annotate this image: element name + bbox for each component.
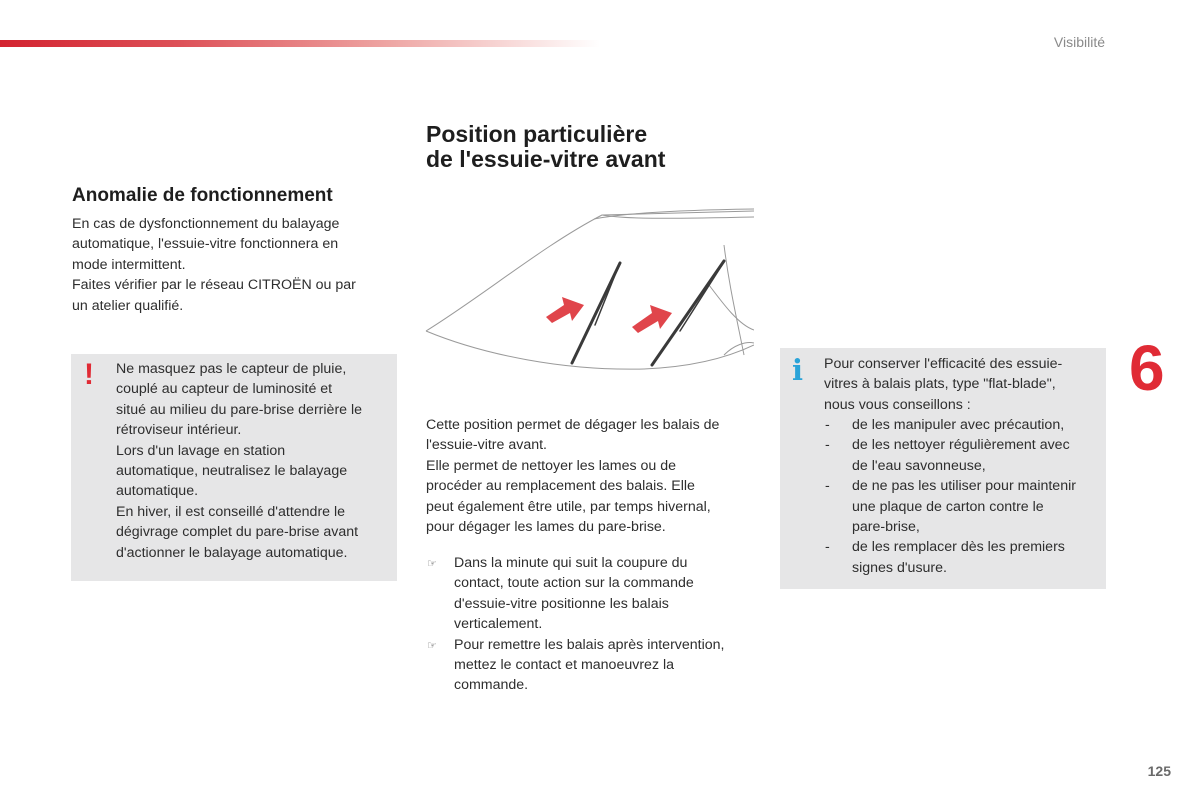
roof-line-inner [602, 215, 754, 218]
arrow-right-icon [632, 305, 672, 333]
text-line: pour dégager les lames du pare-brise. [426, 519, 666, 536]
text-line: En hiver, il est conseillé d'attendre le [116, 503, 346, 520]
list-item [824, 537, 1100, 578]
text-line: de l'eau savonneuse, [852, 457, 986, 474]
text-line: vitres à balais plats, type "flat-blade", [824, 376, 1056, 393]
text-line: nous vous conseillons : [824, 396, 971, 413]
instruction-list [426, 553, 756, 696]
list-item [824, 435, 1100, 476]
list-item [824, 415, 1100, 435]
position-description [426, 415, 756, 537]
pointing-hand-icon: ☞ [427, 558, 437, 570]
text-line: situé au milieu du pare-brise derrière le [116, 401, 363, 418]
page-title-line: Position particulière [426, 121, 648, 147]
advice-list [824, 415, 1100, 578]
text-line: Ne masquez pas le capteur de pluie, [116, 361, 347, 377]
list-item [426, 635, 756, 696]
text-line: automatique, l'essuie-vitre fonctionnera en [72, 236, 339, 253]
section-header: Visibilité [1053, 34, 1105, 50]
anomaly-heading: Anomalie de fonctionnement [72, 185, 333, 206]
text-line: pare-brise, [852, 519, 920, 536]
text-line: contact, toute action sur la commande [454, 575, 694, 592]
text-line: procéder au remplacement des balais. Elle [426, 478, 695, 495]
text-line: dégivrage complet du pare-brise avant [116, 524, 359, 541]
windshield-outline [426, 211, 754, 331]
text-line: un atelier qualifié. [72, 297, 184, 314]
text-line: peut également être utile, par temps hivernal, [426, 498, 711, 515]
wiper-arm-right [680, 265, 722, 331]
text-line: verticalement. [454, 616, 543, 633]
windshield-wiper-illustration [424, 205, 754, 377]
list-item [824, 476, 1100, 537]
exclamation-icon: ! [84, 358, 94, 391]
text-line: de les nettoyer régulièrement avec [852, 437, 1070, 454]
text-line: l'essuie-vitre avant. [426, 437, 547, 454]
dash-marker: - [825, 437, 830, 454]
text-line: Faites vérifier par le réseau CITROËN ou par [72, 277, 356, 294]
text-line: rétroviseur intérieur. [116, 422, 242, 439]
text-line: commande. [454, 677, 529, 694]
text-line: d'essuie-vitre positionne les balais [454, 595, 669, 612]
dash-marker: - [825, 539, 830, 556]
text-line: une plaque de carton contre le [852, 498, 1044, 515]
text-line: d'actionner le balayage automatique. [116, 544, 348, 561]
info-intro [824, 354, 1094, 415]
warning-box [71, 354, 397, 581]
text-line: Elle permet de nettoyer les lames ou de [426, 457, 676, 474]
text-line: Pour remettre les balais après intervention, [454, 636, 725, 653]
pointing-hand-icon: ☞ [427, 639, 437, 652]
text-line: automatique, neutralisez le balayage [116, 463, 348, 480]
page-number: 125 [1147, 763, 1171, 779]
text-line: Pour conserver l'efficacité des essuie- [824, 356, 1063, 372]
list-item [426, 553, 756, 635]
dashboard-line [426, 331, 754, 369]
text-line: Lors d'un lavage en station [116, 442, 286, 459]
text-line: de ne pas les utiliser pour maintenir [852, 478, 1076, 495]
page-title [426, 122, 766, 172]
chapter-number: 6 [1129, 332, 1165, 404]
text-line: Dans la minute qui suit la coupure du [454, 555, 688, 571]
text-line: de les manipuler avec précaution, [852, 417, 1065, 433]
text-line: couplé au capteur de luminosité et [116, 381, 333, 398]
page-title-line: de l'essuie-vitre avant [426, 146, 666, 172]
text-line: Cette position permet de dégager les balais de [426, 417, 720, 433]
dash-marker: - [825, 417, 830, 433]
wiper-blade-left [572, 263, 620, 363]
top-color-bar [0, 40, 600, 47]
anomaly-text [72, 214, 392, 316]
text-line: En cas de dysfonctionnement du balayage [72, 216, 340, 232]
text-line: mettez le contact et manoeuvrez la [454, 657, 675, 674]
a-pillar-line [724, 245, 744, 355]
dash-marker: - [825, 478, 830, 495]
hood-line [724, 343, 754, 356]
text-line: mode intermittent. [72, 256, 186, 273]
text-line: automatique. [116, 483, 199, 500]
wiper-arm-left [595, 265, 619, 325]
arrow-left-icon [546, 297, 584, 323]
info-box [780, 348, 1106, 589]
text-line: de les remplacer dès les premiers [852, 539, 1065, 556]
info-icon: i [792, 353, 804, 387]
text-line: signes d'usure. [852, 559, 947, 576]
warning-text [116, 359, 392, 563]
